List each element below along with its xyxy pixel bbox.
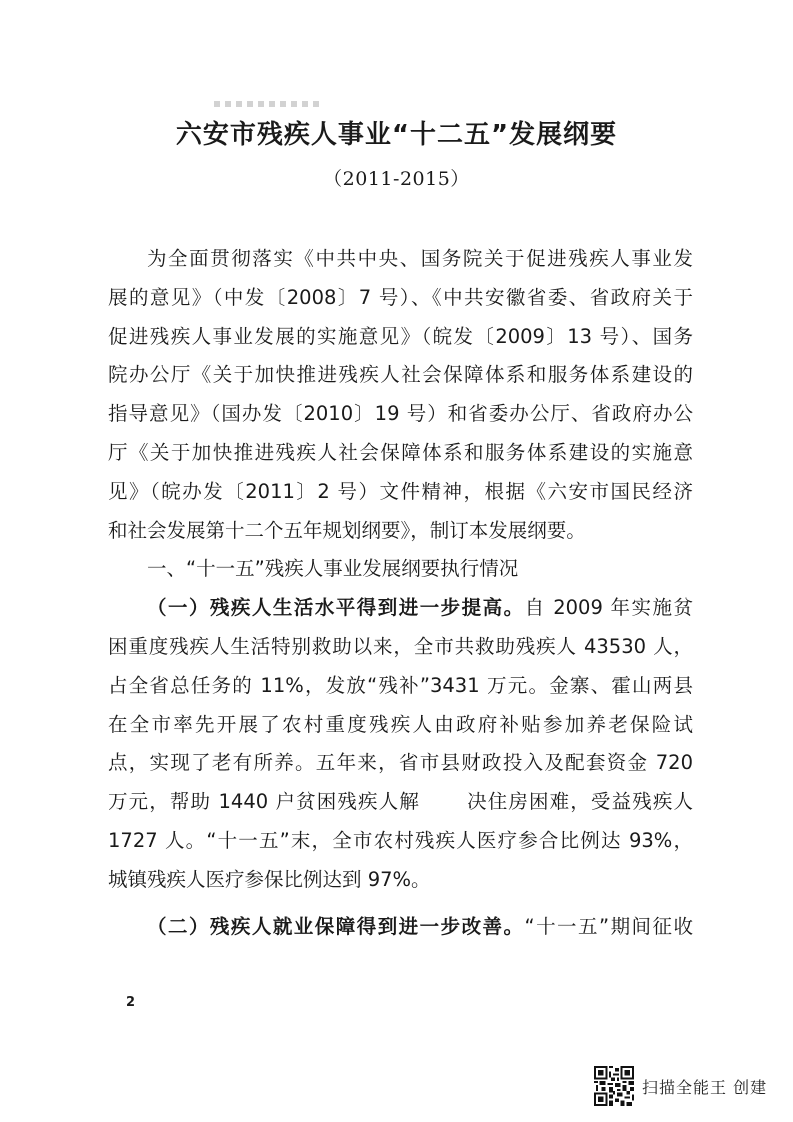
paragraph-line: 困重度残疾人生活特别救助以来，全市共救助残疾人 43530 人，	[108, 634, 693, 658]
document-title: 六安市残疾人事业“十二五”发展纲要	[175, 120, 618, 150]
document-subtitle: （2011-2015）	[323, 168, 470, 190]
paragraph-line: 厅《关于加快推进残疾人社会保障体系和服务体系建设的实施意	[108, 440, 693, 464]
paragraph-line	[108, 908, 693, 947]
paragraph-line: 占全省总任务的 11%，发放“残补”3431 万元。金寨、霍山两县	[108, 673, 693, 697]
paragraph-text: 自 2009 年实施贫	[524, 596, 693, 620]
paragraph-line: 点，实现了老有所养。五年来，省市县财政投入及配套资金 720	[108, 751, 693, 775]
subsection-heading: （二）残疾人就业保障得到进一步改善。	[147, 914, 525, 938]
paragraph-line	[108, 589, 693, 628]
paragraph-line: 院办公厅《关于加快推进残疾人社会保障体系和服务体系建设的	[108, 363, 693, 387]
paragraph-line: 在全市率先开展了农村重度残疾人由政府补贴参加养老保险试	[108, 712, 693, 736]
paragraph-line: 城镇残疾人医疗参保比例达到 97%。	[108, 867, 431, 891]
paragraph-line: 为全面贯彻落实《中共中央、国务院关于促进残疾人事业发	[147, 247, 693, 270]
paragraph-text: “十一五”期间征收	[524, 914, 693, 938]
paragraph-line: 1727 人。“十一五”末，全市农村残疾人医疗参合比例达 93%，	[108, 828, 693, 852]
paragraph-line: 和社会发展第十二个五年规划纲要》，制订本发展纲要。	[108, 518, 586, 542]
paragraph-line: 见》（皖办发〔2011〕2 号）文件精神，根据《六安市国民经济	[108, 479, 693, 503]
qr-code-icon	[594, 1066, 634, 1106]
paragraph-line: 促进残疾人事业发展的实施意见》（皖发〔2009〕13 号）、国务	[108, 324, 693, 348]
paragraph-line: 指导意见》（国办发〔2010〕19 号）和省委办公厅、省政府办公	[108, 402, 693, 426]
paragraph-text: 万元，帮助 1440 户贫困残疾人解	[108, 790, 420, 814]
section-heading: 一、“十一五”残疾人事业发展纲要执行情况	[147, 557, 519, 581]
paragraph-line: 展的意见》（中发〔2008〕7 号）、《中共安徽省委、省政府关于	[108, 285, 693, 309]
subsection-heading: （一）残疾人生活水平得到进一步提高。	[147, 596, 525, 620]
document-body	[108, 240, 693, 946]
scanner-watermark	[594, 1064, 767, 1108]
scan-artifact	[214, 101, 324, 107]
page-number: 2	[126, 995, 136, 1010]
paragraph-text: 决住房困难，受益残疾人	[465, 790, 693, 814]
paragraph-line	[108, 783, 693, 822]
watermark-text: 扫描全能王 创建	[642, 1077, 768, 1097]
